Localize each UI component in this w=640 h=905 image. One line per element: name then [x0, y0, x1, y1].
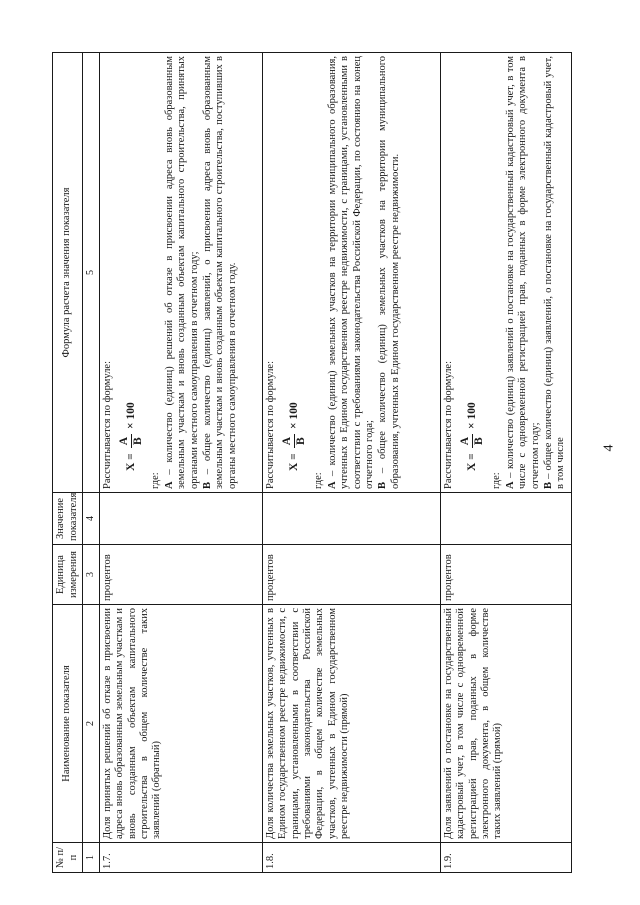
value-cell: [99, 493, 262, 545]
formula-b-var: В: [542, 481, 554, 489]
formula-b-text: – общее количество (единиц) заявлений, о присвоении адреса вновь образованным земельным участкам и вновь созданным объектам капитального строительства, поступивших в органы местного самоуправления в отчетном году.: [201, 56, 238, 489]
index-cell: 3: [83, 545, 100, 605]
formula-multiplier: × 100: [124, 402, 137, 429]
formula-numerator: А: [118, 434, 132, 448]
formula-denominator: В: [472, 437, 485, 445]
formula-lead: Рассчитывается по формуле:: [442, 360, 454, 489]
formula-x: Х =: [124, 453, 137, 471]
formula-numerator: А: [281, 434, 295, 448]
formula-b-text: – общее количество (единиц) земельных участков на территории муниципального образования, учтенных в Едином государственном реестре недвижимости.: [377, 56, 401, 489]
unit-cell: процентов: [262, 545, 440, 605]
formula-b-text: – общее количество (единиц) заявлений, о постановке на государственный кадастровый учет, в том числе: [542, 56, 567, 489]
formula-cell: [440, 53, 571, 493]
index-row: [83, 53, 100, 873]
rotated-document-table: [52, 53, 567, 873]
formula-where: где:: [150, 472, 162, 489]
formula-b-var: В: [377, 481, 389, 489]
formula-lead: Рассчитывается по формуле:: [264, 360, 276, 489]
formula-expression: [281, 56, 307, 471]
header-num: № п/п: [53, 843, 83, 873]
formula-a-var: А: [326, 481, 338, 489]
indicator-name: Доля заявлений о постановке на государственный кадастровый учет, в том числе с одновременной регистрацией прав, поданных в форме электронного документа, в общем количестве таких заявлений (прямой): [440, 605, 571, 843]
row-number: 1.8.: [262, 843, 440, 873]
formula-cell: [262, 53, 440, 493]
formula-b-definition: [543, 56, 568, 489]
header-value: Значение показателя: [53, 493, 83, 545]
unit-cell: процентов: [99, 545, 262, 605]
formula-expression: [459, 56, 485, 471]
formula-a-definition: [327, 56, 377, 489]
row-number: 1.9.: [440, 843, 571, 873]
table-row: [440, 53, 571, 873]
formula-where: где:: [491, 472, 503, 489]
formula-numerator: А: [459, 434, 473, 448]
header-unit: Единица измерения: [53, 545, 83, 605]
formula-denominator: В: [131, 437, 144, 445]
formula-x: Х =: [465, 453, 478, 471]
header-name: Наименование показателя: [53, 605, 83, 843]
value-cell: [262, 493, 440, 545]
formula-b-definition: [377, 56, 402, 489]
page-number: 4: [601, 444, 617, 452]
formula-a-text: – количество (единиц) решений об отказе в присвоении адреса вновь образованным земельным участкам и вновь созданным объектам капитального строительства, принятых органами местного самоуправления в отчетном году;: [163, 56, 200, 489]
row-number: 1.7.: [99, 843, 262, 873]
index-cell: 2: [83, 605, 100, 843]
formula-multiplier: × 100: [465, 402, 478, 429]
formula-a-text: – количество (единиц) заявлений о постановке на государственный кадастровый учет, в том числе с одновременной регистрацией прав, поданных в форме электронного документа в отчетном году;: [504, 56, 541, 489]
formula-a-definition: [505, 56, 542, 489]
formula-expression: [118, 56, 144, 471]
header-formula: Формула расчета значения показателя: [53, 53, 83, 493]
index-cell: 1: [83, 843, 100, 873]
formula-a-text: – количество (единиц) земельных участков на территории муниципального образования, учтенных в Едином государственном реестре недвижимости, с границами, установленными в соответствии с требованиями законодательства Российской Федерации, по состоянию на конец отчетного года;: [326, 56, 375, 489]
formula-b-definition: [202, 56, 239, 489]
table-row: [262, 53, 440, 873]
value-cell: [440, 493, 571, 545]
formula-fraction: [459, 434, 485, 448]
unit-cell: процентов: [440, 545, 571, 605]
formula-fraction: [281, 434, 307, 448]
indicator-name: Доля принятых решений об отказе в присвоении адреса вновь образованным земельным участкам и вновь созданным объектам капитального строительства в общем количестве таких заявлений (обратный): [99, 605, 262, 843]
formula-multiplier: × 100: [287, 402, 300, 429]
formula-a-definition: [164, 56, 201, 489]
header-row: [53, 53, 83, 873]
formula-lead: Рассчитывается по формуле:: [101, 360, 113, 489]
formula-cell: [99, 53, 262, 493]
indicator-name: Доля количества земельных участков, учтенных в Едином государственном реестре недвижимости, с границами, установленными в соответствии с требованиями законодательства Российской Федерации, в общем количестве земельных участков, учтенных в Едином государственном реестре недвижимости (прямой): [262, 605, 440, 843]
formula-where: где:: [313, 472, 325, 489]
formula-fraction: [118, 434, 144, 448]
formula-a-var: А: [504, 481, 516, 489]
index-cell: 5: [83, 53, 100, 493]
formula-denominator: В: [294, 437, 307, 445]
indicators-table: [52, 52, 572, 873]
index-cell: 4: [83, 493, 100, 545]
table-row: [99, 53, 262, 873]
formula-x: Х =: [287, 453, 300, 471]
formula-b-var: В: [201, 481, 213, 489]
formula-a-var: А: [163, 481, 175, 489]
